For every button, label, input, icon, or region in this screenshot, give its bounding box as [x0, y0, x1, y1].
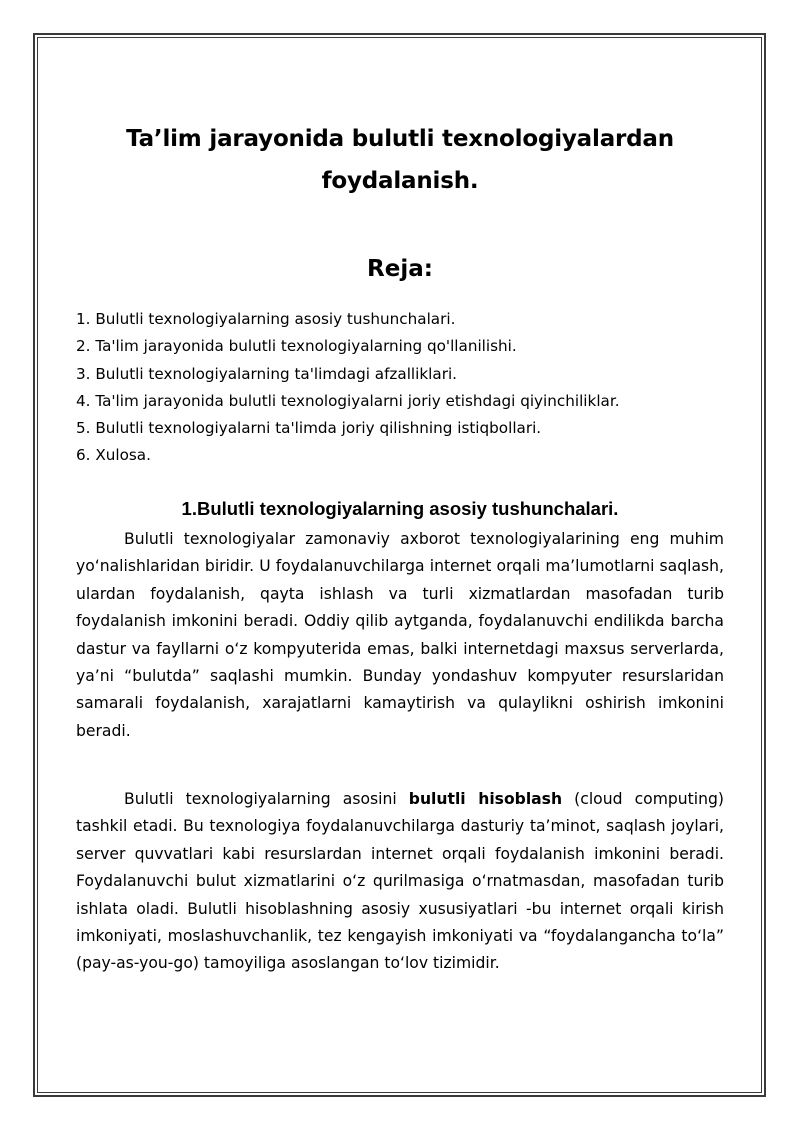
plan-list: [76, 306, 724, 470]
paragraph-text: (cloud computing) tashkil etadi. Bu texnologiya foydalanuvchilarga dasturiy ta’minot, saqlash joylari, server quvvatlari kabi resurslardan internet orqali foydalanish imkonini beradi. Foydalanuvchi bulut xizmatlarini o‘z qurilmasiga o‘rnatmasdan, masofadan turib ishlata oladi. Bulutli hisoblashning asosiy xususiyatlari -bu internet orqali kirish imkoniyati, moslashuvchanlik, tez kengayish imkoniyati va “foydalangancha to‘la” (pay-as-you-go) tamoyiliga asoslangan to‘lov tizimidir.: [76, 790, 724, 973]
paragraph-text: Bulutli texnologiyalarning asosini: [124, 790, 409, 808]
section-heading: 1.Bulutli texnologiyalarning asosiy tushunchalari.: [181, 498, 619, 519]
document-title: Ta’lim jarayonida bulutli texnologiyalardan foydalanish.: [126, 126, 674, 194]
plan-item: 1. Bulutli texnologiyalarning asosiy tushunchalari.: [76, 310, 456, 328]
plan-item: 6. Xulosa.: [76, 446, 151, 465]
document-body: [76, 118, 724, 973]
plan-item: 3. Bulutli texnologiyalarning ta'limdagi afzalliklari.: [76, 364, 457, 383]
paragraph: [76, 786, 724, 978]
paragraph: Bulutli texnologiyalar zamonaviy axborot texnologiyalarining eng muhim yo‘nalishlaridan biridir. U foydalanuvchilarga internet orqali ma’lumotlarni saqlash, ulardan foydalanish, qayta ishlash va turli xizmatlardan masofadan turib foydalanish imkonini beradi. Oddiy qilib aytganda, foydalanuvchi endilikda barcha dastur va fayllarni o‘z kompyuterida emas, balki internetdagi maxsus serverlarda, ya’ni “bulutda” saqlashi mumkin. Bunday yondashuv kompyuter resurslaridan samarali foydalanish, xarajatlarni kamaytirish va qulaylikni oshirish imkonini beradi.: [76, 530, 724, 740]
plan-item: 5. Bulutli texnologiyalarni ta'limda joriy qilishning istiqbollari.: [76, 419, 542, 438]
bold-term: bulutli hisoblash: [408, 790, 563, 808]
plan-item: 4. Ta'lim jarayonida bulutli texnologiyalarni joriy etishdagi qiyinchiliklar.: [76, 391, 620, 410]
plan-item: 2. Ta'lim jarayonida bulutli texnologiyalarning qo'llanilishi.: [76, 337, 517, 356]
plan-heading: Reja:: [367, 256, 433, 282]
